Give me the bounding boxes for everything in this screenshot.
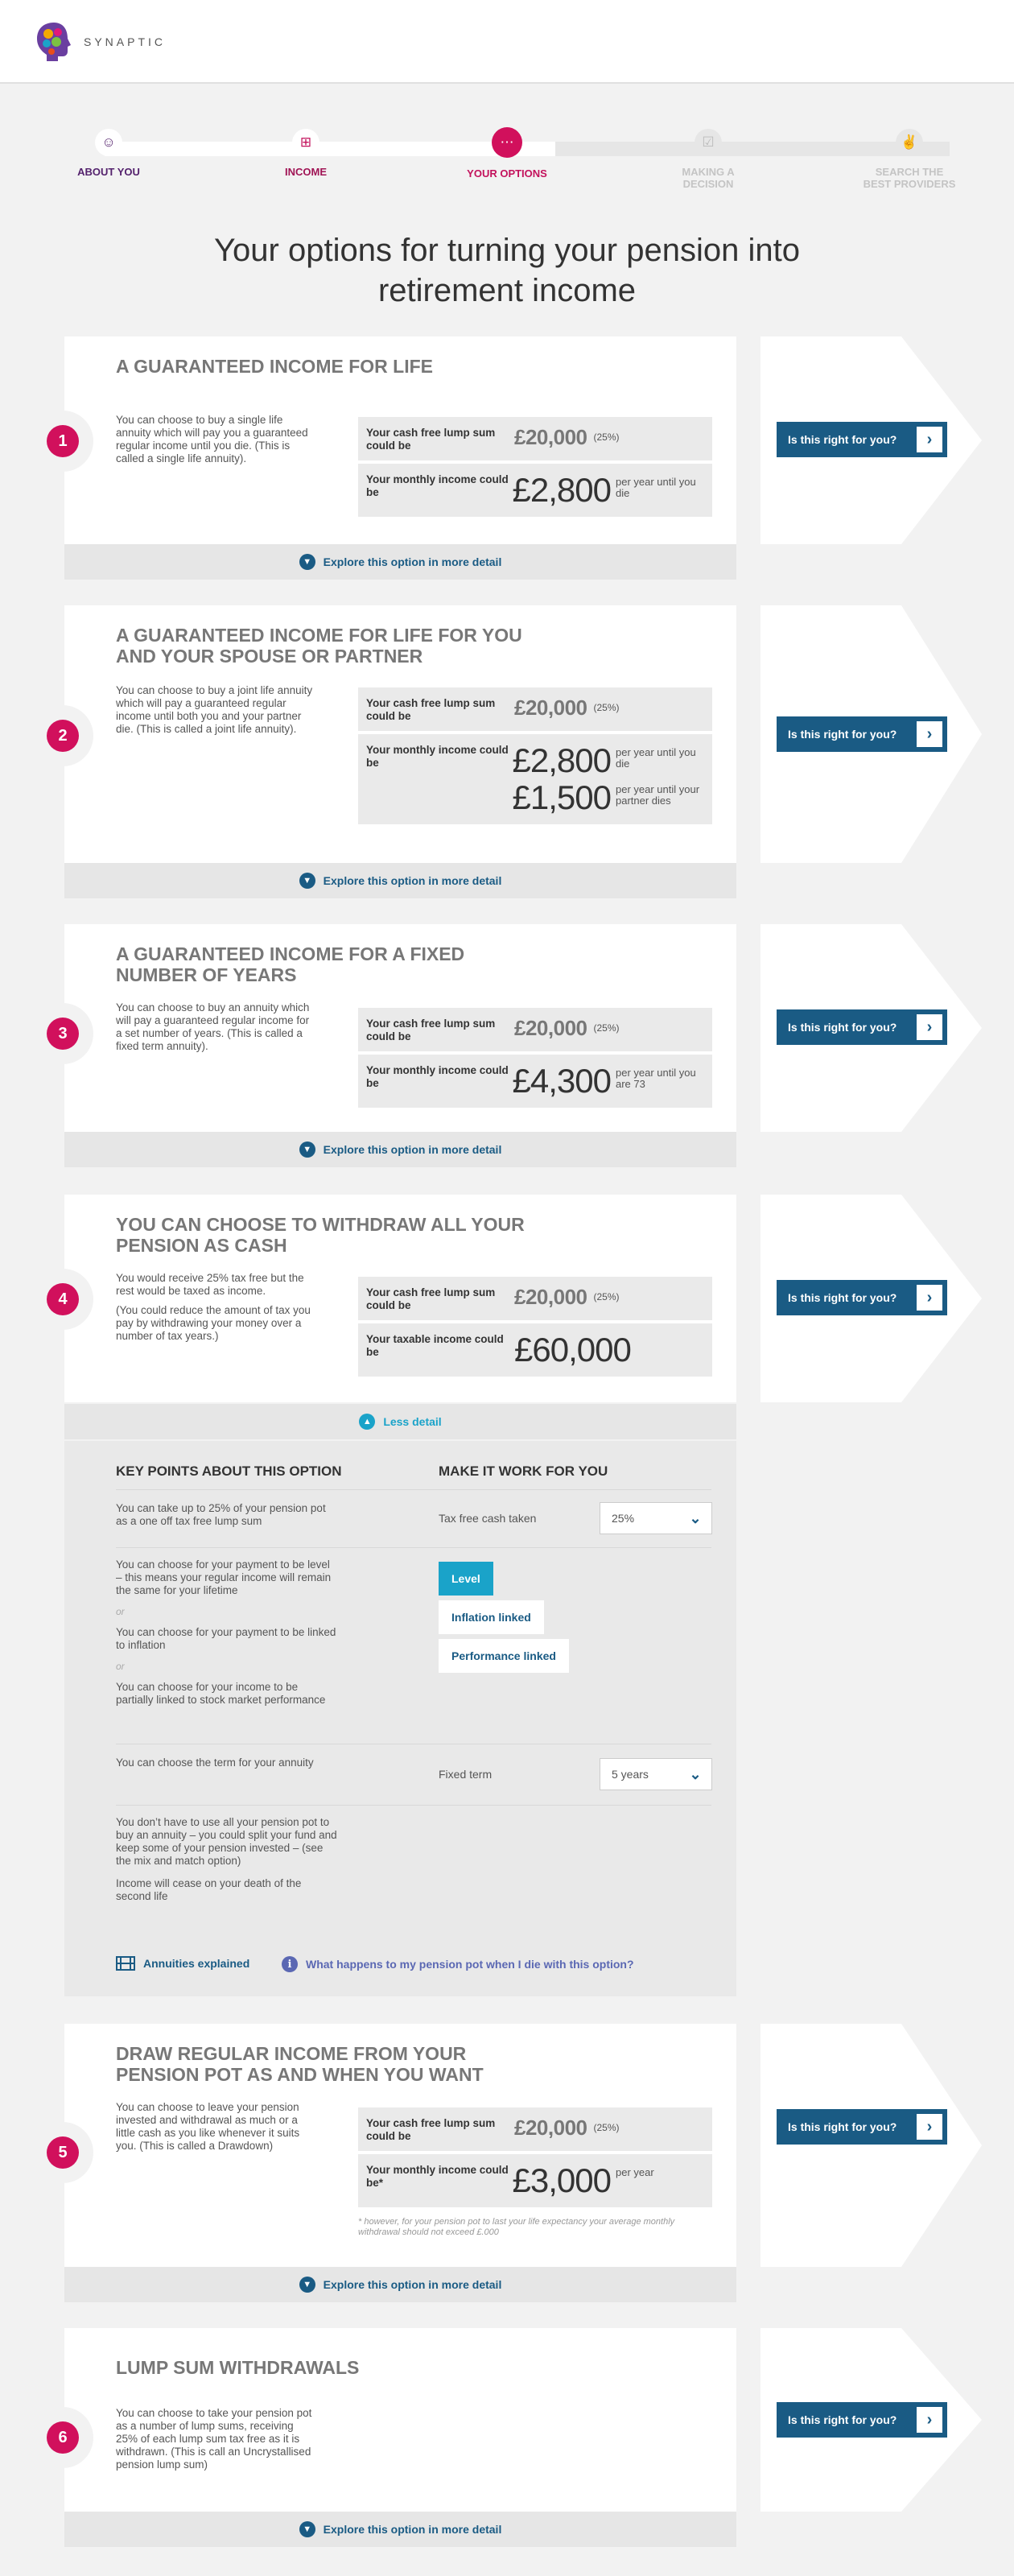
- payment-option-performance-linked[interactable]: Performance linked: [439, 1639, 569, 1673]
- fixed-term-label: Fixed term: [439, 1768, 493, 1781]
- chevron-down-icon: ▼: [299, 2521, 315, 2537]
- chevron-right-icon: ›: [917, 1285, 942, 1311]
- income-row: Your monthly income could be £2,800 per year until you die: [358, 464, 712, 517]
- annuities-explained-link[interactable]: Annuities explained: [116, 1956, 249, 1971]
- payment-option-level[interactable]: Level: [439, 1562, 493, 1596]
- income-row: Your monthly income could be £2,800 per year until you die £1,500 per year until your partner dies: [358, 734, 712, 824]
- option-number-badge: 1: [32, 411, 93, 472]
- film-icon: [116, 1956, 135, 1971]
- income-row: Your monthly income could be* £3,000 per year: [358, 2154, 712, 2207]
- key-points-payment: You can choose for your payment to be level – this means your regular income will remain the same for your lifetime or You can choose for your payment to be linked to inflation or You can choose for your income to be partially linked to stock market performance: [116, 1558, 336, 1706]
- chevron-down-icon: ▼: [299, 554, 315, 570]
- option-1-side-panel: [760, 336, 982, 544]
- option-number-badge: 4: [32, 1269, 93, 1330]
- option-5-side-panel: [760, 2024, 982, 2267]
- step-label: ABOUT YOU: [77, 166, 140, 178]
- page-title: Your options for turning your pension into retirement income: [214, 233, 800, 308]
- check-box-icon: ☑: [695, 129, 722, 156]
- is-this-right-button-1[interactable]: Is this right for you? ›: [777, 422, 947, 457]
- less-detail-link[interactable]: ▲ Less detail: [64, 1404, 736, 1439]
- thumbs-up-icon: ✌: [896, 129, 923, 156]
- step-about-you[interactable]: [44, 129, 173, 178]
- brain-logo-icon[interactable]: [34, 19, 74, 64]
- make-it-work-heading: MAKE IT WORK FOR YOU: [439, 1463, 608, 1479]
- option-description: You can choose to buy a single life annuity which will pay you a guaranteed regular income until you die. (This is called a single life annuity).: [116, 414, 308, 464]
- payment-option-inflation-linked[interactable]: Inflation linked: [439, 1600, 544, 1634]
- option-figures: [358, 1277, 712, 1380]
- chevron-right-icon: ›: [917, 2114, 942, 2140]
- key-points-heading: KEY POINTS ABOUT THIS OPTION: [116, 1463, 342, 1479]
- option-title: DRAW REGULAR INCOME FROM YOUR PENSION POT AS AND WHEN YOU WANT: [116, 2043, 484, 2085]
- explore-option-6-link[interactable]: ▼ Explore this option in more detail: [64, 2512, 736, 2547]
- info-icon: i: [282, 1956, 298, 1972]
- income-row: Your taxable income could be £60,000: [358, 1323, 712, 1377]
- chevron-right-icon: ›: [917, 1014, 942, 1040]
- divider: [116, 1489, 711, 1490]
- option-description: You can choose to buy an annuity which will pay a guaranteed regular income for a set number of years. (This is called a fixed term annuity).: [116, 1001, 310, 1052]
- option-title: A GUARANTEED INCOME FOR LIFE FOR YOU AND YOUR SPOUSE OR PARTNER: [116, 625, 522, 667]
- brand-name: SYNAPTIC: [84, 35, 167, 48]
- option-number-badge: 2: [32, 705, 93, 766]
- option-number-badge: 5: [32, 2122, 93, 2183]
- option-figures: [358, 2107, 712, 2211]
- step-label: INCOME: [285, 166, 327, 178]
- explore-option-5-link[interactable]: ▼ Explore this option in more detail: [64, 2267, 736, 2302]
- chevron-down-icon: ▼: [299, 873, 315, 889]
- option-figures: [358, 417, 712, 520]
- income-footnote: * however, for your pension pot to last your life expectancy your average monthly withdrawal should not exceed £.000: [358, 2217, 675, 2237]
- plus-box-icon: ⊞: [292, 129, 319, 156]
- income-value: £60,000: [514, 1331, 631, 1368]
- smiley-icon: ☺: [95, 129, 122, 156]
- divider: [116, 1805, 711, 1806]
- key-point-term: You can choose the term for your annuity: [116, 1757, 314, 1769]
- is-this-right-button-4[interactable]: Is this right for you? ›: [777, 1280, 947, 1315]
- step-label: SEARCH THE BEST PROVIDERS: [863, 166, 956, 190]
- explore-option-3-link[interactable]: ▼ Explore this option in more detail: [64, 1132, 736, 1167]
- option-2-side-panel: [760, 605, 982, 863]
- site-header: [0, 0, 1014, 84]
- option-card-5: [58, 2024, 736, 2267]
- speech-bubble-icon: ⋯: [492, 127, 522, 158]
- divider: [116, 1547, 711, 1548]
- option-figures: [358, 687, 712, 828]
- is-this-right-button-6[interactable]: Is this right for you? ›: [777, 2402, 947, 2438]
- lump-sum-row: Your cash free lump sum could be £20,000 (25%): [358, 2107, 712, 2151]
- chevron-down-icon: ⌄: [689, 1765, 702, 1782]
- lump-sum-value: £20,000: [514, 2116, 587, 2140]
- step-label: YOUR OPTIONS: [467, 167, 547, 180]
- chevron-down-icon: ▼: [299, 2277, 315, 2293]
- lump-sum-value: £20,000: [514, 696, 587, 720]
- option-4-side-panel: [760, 1195, 982, 1402]
- key-points-other: You don’t have to use all your pension pot to buy an annuity – you could split your fund and keep some of your pension invested – (see the mix and match option) Income will cease on your death of the second life: [116, 1816, 337, 1902]
- lump-sum-row: Your cash free lump sum could be £20,000 (25%): [358, 1277, 712, 1320]
- chevron-up-icon: ▲: [359, 1414, 375, 1430]
- option-number-badge: 3: [32, 1003, 93, 1064]
- explore-option-1-link[interactable]: ▼ Explore this option in more detail: [64, 544, 736, 580]
- step-income[interactable]: [241, 129, 370, 178]
- option-description: You can choose to take your pension pot as a number of lump sums, receiving 25% of each lump sum tax free as it is withdrawn. (This is call an Uncrystallised pension lump sum): [116, 2407, 312, 2471]
- tax-free-cash-select[interactable]: 25% ⌄: [600, 1502, 712, 1534]
- income-value: £3,000: [512, 2161, 611, 2199]
- option-title: LUMP SUM WITHDRAWALS: [116, 2357, 360, 2378]
- option-card-1: [58, 336, 736, 544]
- lump-sum-row: Your cash free lump sum could be £20,000 (25%): [358, 687, 712, 731]
- option-description: You can choose to buy a joint life annuity which will pay a guaranteed regular income until both you and your partner die. (This is called a joint life annuity).: [116, 684, 313, 735]
- option-6-side-panel: [760, 2328, 982, 2512]
- option-title: YOU CAN CHOOSE TO WITHDRAW ALL YOUR PENSION AS CASH: [116, 1214, 525, 1256]
- option-4-detail-panel: [64, 1441, 736, 1996]
- option-description: You can choose to leave your pension invested and withdrawal as much or a little cash as you like whenever it suits you. (This is called a Drawdown): [116, 2101, 300, 2152]
- option-card-4: [58, 1195, 736, 1402]
- option-title: A GUARANTEED INCOME FOR A FIXED NUMBER OF YEARS: [116, 943, 465, 985]
- fixed-term-select[interactable]: 5 years ⌄: [600, 1758, 712, 1790]
- option-figures: [358, 1008, 712, 1111]
- step-making-decision: [644, 129, 773, 190]
- chevron-right-icon: ›: [917, 721, 942, 747]
- is-this-right-button-5[interactable]: Is this right for you? ›: [777, 2109, 947, 2145]
- chevron-right-icon: ›: [917, 2407, 942, 2433]
- key-point-lump-sum: You can take up to 25% of your pension pot as a one off tax free lump sum: [116, 1502, 326, 1527]
- lump-sum-value: £20,000: [514, 1285, 587, 1309]
- partner-income-value: £1,500: [512, 778, 611, 816]
- option-card-3: [58, 924, 736, 1132]
- progress-stepper: [48, 129, 966, 193]
- tax-free-cash-label: Tax free cash taken: [439, 1512, 537, 1525]
- lump-sum-value: £20,000: [514, 1016, 587, 1040]
- option-card-2: [58, 605, 736, 863]
- lump-sum-value: £20,000: [514, 425, 587, 449]
- income-value: £2,800: [512, 471, 611, 509]
- step-label: MAKING A DECISION: [682, 166, 735, 190]
- step-your-options[interactable]: [443, 129, 571, 180]
- lump-sum-row: Your cash free lump sum could be £20,000 (25%): [358, 417, 712, 460]
- explore-option-2-link[interactable]: ▼ Explore this option in more detail: [64, 863, 736, 898]
- lump-sum-row: Your cash free lump sum could be £20,000 (25%): [358, 1008, 712, 1051]
- step-search-providers: [845, 129, 974, 190]
- option-3-side-panel: [760, 924, 982, 1132]
- option-number-badge: 6: [32, 2407, 93, 2468]
- is-this-right-button-2[interactable]: Is this right for you? ›: [777, 716, 947, 752]
- option-card-6: [58, 2328, 736, 2512]
- income-row: Your monthly income could be £4,300 per year until you are 73: [358, 1055, 712, 1108]
- income-value: £2,800: [512, 741, 611, 779]
- what-happens-when-i-die-link[interactable]: i What happens to my pension pot when I die with this option?: [282, 1956, 634, 1972]
- income-value: £4,300: [512, 1062, 611, 1100]
- option-description: You would receive 25% tax free but the rest would be taxed as income. (You could reduce the amount of tax you pay by withdrawing your money over a number of tax years.): [116, 1272, 311, 1342]
- chevron-down-icon: ⌄: [689, 1509, 702, 1526]
- is-this-right-button-3[interactable]: Is this right for you? ›: [777, 1009, 947, 1045]
- chevron-down-icon: ▼: [299, 1141, 315, 1158]
- chevron-right-icon: ›: [917, 427, 942, 452]
- option-title: A GUARANTEED INCOME FOR LIFE: [116, 356, 433, 377]
